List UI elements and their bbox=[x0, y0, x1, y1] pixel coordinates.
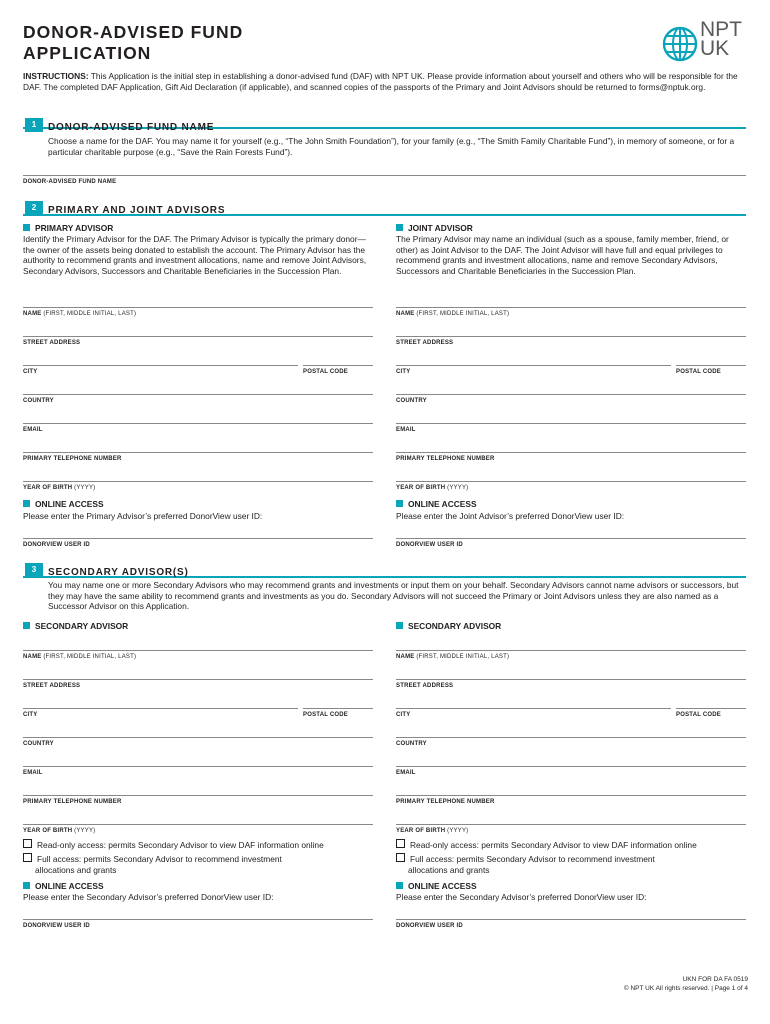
section-1-badge: 1 bbox=[25, 118, 43, 132]
primary-userid-label: DONORVIEW USER ID bbox=[23, 542, 90, 548]
logo-npt: NPT bbox=[700, 18, 742, 41]
checkbox[interactable] bbox=[396, 839, 405, 848]
joint-city-field[interactable] bbox=[396, 365, 671, 366]
secondary-left-country-label: COUNTRY bbox=[23, 741, 54, 747]
primary-advisor-text: Identify the Primary Advisor for the DAF. The Primary Advisor is typically the primary donor—the owner of the assets being donated to establish the account. The Primary Advisor has the authority to recommend grants and investment allocations, name and remove Joint Advisors, Secondary Advisors, Successors and Charitable Beneficiaries in the Succession Plan. bbox=[23, 234, 367, 276]
joint-postal-code-field[interactable] bbox=[676, 365, 746, 366]
square-bullet-icon bbox=[396, 224, 403, 231]
instructions-label: INSTRUCTIONS: bbox=[23, 71, 89, 81]
secondary-left-telephone-field[interactable] bbox=[23, 795, 373, 796]
primary-country-field[interactable] bbox=[23, 394, 373, 395]
readonly-option-left[interactable]: Read-only access: permits Secondary Advisor to view DAF information online bbox=[23, 839, 324, 851]
primary-city-label: CITY bbox=[23, 369, 38, 375]
primary-userid-field[interactable] bbox=[23, 538, 373, 539]
secondary-left-street-address-field[interactable] bbox=[23, 679, 373, 680]
full-option-left[interactable]: Full access: permits Secondary Advisor to recommend investment allocations and grants bbox=[23, 853, 282, 875]
checkbox[interactable] bbox=[23, 853, 32, 862]
readonly-option-right[interactable]: Read-only access: permits Secondary Advisor to view DAF information online bbox=[396, 839, 697, 851]
secondary-left-email-label: EMAIL bbox=[23, 770, 43, 776]
npt-uk-logo bbox=[660, 18, 750, 66]
primary-city-field[interactable] bbox=[23, 365, 298, 366]
primary-email-label: EMAIL bbox=[23, 427, 43, 433]
secondary-right-city-field[interactable] bbox=[396, 708, 671, 709]
checkbox[interactable] bbox=[23, 839, 32, 848]
secondary-right-country-field[interactable] bbox=[396, 737, 746, 738]
secondary-left-name-field[interactable] bbox=[23, 650, 373, 651]
page-title bbox=[23, 22, 243, 64]
secondary-right-email-label: EMAIL bbox=[396, 770, 416, 776]
daf-name-field[interactable] bbox=[23, 175, 746, 176]
primary-email-field[interactable] bbox=[23, 423, 373, 424]
instructions-text: This Application is the initial step in establishing a donor-advised fund (DAF) with NPT UK. Please provide information about yourself and others who will be responsible for the DAF. The completed DAF Application, Gift Aid Declaration (if applicable), and scanned copies of the passports of the Primary and Joint Advisors should be returned to forms@nptuk.org. bbox=[23, 71, 738, 92]
joint-advisor-heading: JOINT ADVISOR bbox=[396, 223, 473, 233]
square-bullet-icon bbox=[396, 882, 403, 889]
joint-email-label: EMAIL bbox=[396, 427, 416, 433]
instructions bbox=[23, 71, 743, 93]
joint-online-access-text: Please enter the Joint Advisor’s preferred DonorView user ID: bbox=[396, 511, 625, 521]
secondary-left-postal-code-label: POSTAL CODE bbox=[303, 712, 348, 718]
section-2-title: PRIMARY AND JOINT ADVISORS bbox=[48, 205, 226, 216]
secondary-left-street-address-label: STREET ADDRESS bbox=[23, 683, 81, 689]
secondary-advisor-heading-left: SECONDARY ADVISOR bbox=[23, 621, 128, 631]
logo-uk: UK bbox=[700, 37, 730, 60]
secondary-online-access-text-left: Please enter the Secondary Advisor’s preferred DonorView user ID: bbox=[23, 892, 274, 902]
daf-name-label: DONOR-ADVISED FUND NAME bbox=[23, 179, 117, 185]
secondary-left-email-field[interactable] bbox=[23, 766, 373, 767]
primary-postal-code-field[interactable] bbox=[303, 365, 373, 366]
form-code: UKN FOR DA FA 0519 bbox=[682, 976, 748, 983]
primary-online-access-heading: ONLINE ACCESS bbox=[23, 499, 104, 509]
secondary-userid-label-left: DONORVIEW USER ID bbox=[23, 923, 90, 929]
primary-advisor-heading: PRIMARY ADVISOR bbox=[23, 223, 113, 233]
secondary-right-year-of-birth-field[interactable] bbox=[396, 824, 746, 825]
primary-postal-code-label: POSTAL CODE bbox=[303, 369, 348, 375]
title-line-2: APPLICATION bbox=[23, 43, 152, 63]
secondary-left-year-of-birth-field[interactable] bbox=[23, 824, 373, 825]
secondary-left-year-of-birth-label: YEAR OF BIRTH (YYYY) bbox=[23, 828, 96, 834]
secondary-right-telephone-field[interactable] bbox=[396, 795, 746, 796]
secondary-userid-label-right: DONORVIEW USER ID bbox=[396, 923, 463, 929]
secondary-userid-field-right[interactable] bbox=[396, 919, 746, 920]
secondary-left-postal-code-field[interactable] bbox=[303, 708, 373, 709]
joint-advisor-text: The Primary Advisor may name an individual (such as a spouse, family member, friend, or other) as Joint Advisor to the DAF. The Joint Advisor will have full and equal privileges to recommend grants and investment allocations, name and remove Secondary Advisors, Successors and Charitable Beneficiaries in the Succession Plan. bbox=[396, 234, 729, 276]
joint-name-label: NAME (FIRST, MIDDLE INITIAL, LAST) bbox=[396, 311, 510, 317]
primary-year-of-birth-field[interactable] bbox=[23, 481, 373, 482]
section-3-badge: 3 bbox=[25, 563, 43, 577]
square-bullet-icon bbox=[23, 500, 30, 507]
secondary-left-city-label: CITY bbox=[23, 712, 38, 718]
secondary-right-postal-code-label: POSTAL CODE bbox=[676, 712, 721, 718]
joint-country-field[interactable] bbox=[396, 394, 746, 395]
primary-year-of-birth-label: YEAR OF BIRTH (YYYY) bbox=[23, 485, 96, 491]
primary-street-address-field[interactable] bbox=[23, 336, 373, 337]
secondary-advisor-heading-right: SECONDARY ADVISOR bbox=[396, 621, 501, 631]
secondary-online-access-heading-right: ONLINE ACCESS bbox=[396, 881, 477, 891]
secondary-userid-field-left[interactable] bbox=[23, 919, 373, 920]
secondary-online-access-text-right: Please enter the Secondary Advisor’s preferred DonorView user ID: bbox=[396, 892, 647, 902]
primary-name-label: NAME (FIRST, MIDDLE INITIAL, LAST) bbox=[23, 311, 137, 317]
section-1-title: DONOR-ADVISED FUND NAME bbox=[48, 122, 215, 133]
primary-country-label: COUNTRY bbox=[23, 398, 54, 404]
joint-country-label: COUNTRY bbox=[396, 398, 427, 404]
joint-userid-label: DONORVIEW USER ID bbox=[396, 542, 463, 548]
square-bullet-icon bbox=[396, 622, 403, 629]
secondary-right-telephone-label: PRIMARY TELEPHONE NUMBER bbox=[396, 799, 495, 805]
primary-online-access-text: Please enter the Primary Advisor’s preferred DonorView user ID: bbox=[23, 511, 263, 521]
section-2-badge: 2 bbox=[25, 201, 43, 215]
secondary-right-postal-code-field[interactable] bbox=[676, 708, 746, 709]
secondary-right-name-label: NAME (FIRST, MIDDLE INITIAL, LAST) bbox=[396, 654, 510, 660]
square-bullet-icon bbox=[23, 622, 30, 629]
square-bullet-icon bbox=[396, 500, 403, 507]
secondary-right-street-address-label: STREET ADDRESS bbox=[396, 683, 454, 689]
square-bullet-icon bbox=[23, 224, 30, 231]
joint-street-address-label: STREET ADDRESS bbox=[396, 340, 454, 346]
secondary-left-city-field[interactable] bbox=[23, 708, 298, 709]
joint-telephone-field[interactable] bbox=[396, 452, 746, 453]
joint-city-label: CITY bbox=[396, 369, 411, 375]
section-3-text: You may name one or more Secondary Advisors who may recommend grants and investments or input them on your behalf. Secondary Advisors cannot name advisors or successors, but they may have the same ability to recommend grants and investments as you do. Secondary Advisors will not succeed the Primary or Joint Advisors unless they are also named as a Successor Advisor on this Application. bbox=[48, 580, 739, 612]
joint-online-access-heading: ONLINE ACCESS bbox=[396, 499, 477, 509]
secondary-left-country-field[interactable] bbox=[23, 737, 373, 738]
section-1-text: Choose a name for the DAF. You may name it for yourself (e.g., “The John Smith Foundation”), for your family (e.g., “The Smith Family Charitable Fund”), in memory of someone, or for a particular charitable purpose (e.g., “Save the Rain Forests Fund”). bbox=[48, 136, 735, 157]
full-option-right[interactable]: Full access: permits Secondary Advisor to recommend investment allocations and grants bbox=[396, 853, 655, 875]
secondary-right-year-of-birth-label: YEAR OF BIRTH (YYYY) bbox=[396, 828, 469, 834]
square-bullet-icon bbox=[23, 882, 30, 889]
secondary-left-telephone-label: PRIMARY TELEPHONE NUMBER bbox=[23, 799, 122, 805]
primary-telephone-field[interactable] bbox=[23, 452, 373, 453]
footer bbox=[624, 975, 748, 993]
secondary-right-city-label: CITY bbox=[396, 712, 411, 718]
joint-telephone-label: PRIMARY TELEPHONE NUMBER bbox=[396, 456, 495, 462]
copyright: © NPT UK All rights reserved. | Page 1 of 4 bbox=[623, 985, 748, 992]
section-3-title: SECONDARY ADVISOR(S) bbox=[48, 567, 189, 578]
secondary-left-name-label: NAME (FIRST, MIDDLE INITIAL, LAST) bbox=[23, 654, 137, 660]
secondary-right-name-field[interactable] bbox=[396, 650, 746, 651]
joint-street-address-field[interactable] bbox=[396, 336, 746, 337]
joint-year-of-birth-label: YEAR OF BIRTH (YYYY) bbox=[396, 485, 469, 491]
title-line-1: DONOR-ADVISED FUND bbox=[23, 22, 244, 42]
joint-name-field[interactable] bbox=[396, 307, 746, 308]
joint-email-field[interactable] bbox=[396, 423, 746, 424]
secondary-right-email-field[interactable] bbox=[396, 766, 746, 767]
secondary-right-country-label: COUNTRY bbox=[396, 741, 427, 747]
secondary-online-access-heading-left: ONLINE ACCESS bbox=[23, 881, 104, 891]
globe-icon bbox=[662, 26, 698, 62]
primary-name-field[interactable] bbox=[23, 307, 373, 308]
secondary-right-street-address-field[interactable] bbox=[396, 679, 746, 680]
joint-year-of-birth-field[interactable] bbox=[396, 481, 746, 482]
joint-userid-field[interactable] bbox=[396, 538, 746, 539]
primary-telephone-label: PRIMARY TELEPHONE NUMBER bbox=[23, 456, 122, 462]
checkbox[interactable] bbox=[396, 853, 405, 862]
joint-postal-code-label: POSTAL CODE bbox=[676, 369, 721, 375]
primary-street-address-label: STREET ADDRESS bbox=[23, 340, 81, 346]
